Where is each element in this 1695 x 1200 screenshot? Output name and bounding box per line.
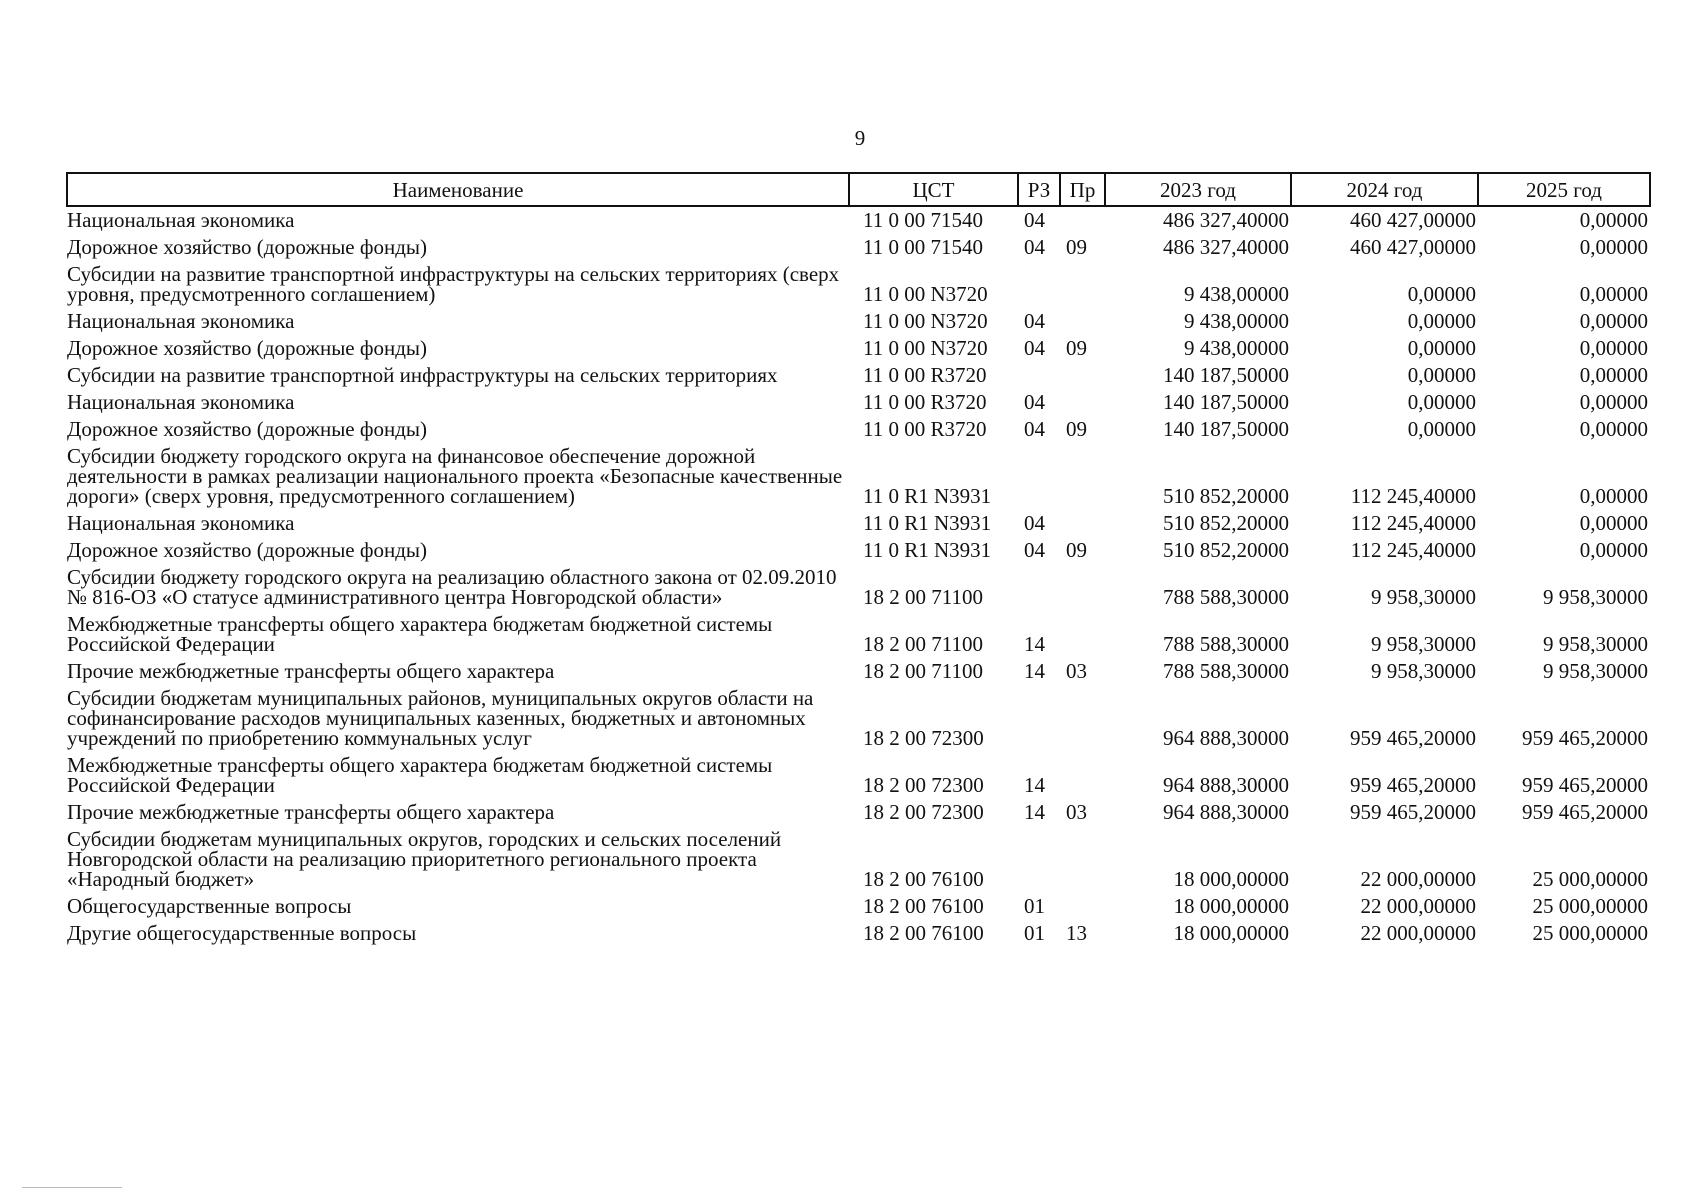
cell-2023: 18 000,00000	[1173, 867, 1289, 891]
cell-rz: 04	[1024, 235, 1045, 259]
cell-name: Субсидии бюджету городского округа на финансовое обеспечение дорожной деятельности в рамках реализации национального проекта «Безопасные качественные дороги» (сверх уровня, предусмотренного соглашением)	[67, 444, 843, 508]
header-cst: ЦСТ	[849, 173, 1018, 206]
cell-2024: 959 465,20000	[1350, 800, 1476, 824]
cell-2023: 9 438,00000	[1184, 309, 1289, 333]
cell-pr: 03	[1066, 659, 1087, 683]
cell-name: Субсидии бюджету городского округа на реализацию областного закона от 02.09.2010 № 816-ОЗ «О статусе административного центра Новгородской области»	[67, 565, 837, 609]
cell-pr	[1060, 611, 1105, 658]
cell-cst: 18 2 00 71100	[863, 632, 983, 656]
cell-2024: 9 958,30000	[1371, 632, 1476, 656]
cell-2023: 510 852,20000	[1163, 538, 1289, 562]
cell-2023: 9 438,00000	[1184, 282, 1289, 306]
header-2024: 2024 год	[1291, 173, 1478, 206]
cell-2025: 0,00000	[1579, 390, 1648, 414]
cell-pr	[1060, 362, 1105, 389]
cell-2023: 964 888,30000	[1163, 773, 1289, 797]
cell-2024: 0,00000	[1407, 390, 1476, 414]
cell-name: Национальная экономика	[67, 309, 295, 333]
cell-name: Дорожное хозяйство (дорожные фонды)	[67, 538, 428, 562]
cell-cst: 11 0 00 R3720	[863, 363, 987, 387]
cell-2025: 25 000,00000	[1532, 867, 1648, 891]
scan-mark	[22, 1187, 122, 1188]
table-row	[67, 920, 1650, 947]
cell-rz	[1018, 564, 1060, 611]
cell-rz	[1018, 685, 1060, 752]
cell-pr	[1060, 443, 1105, 510]
cell-cst: 11 0 00 71540	[863, 235, 983, 259]
cell-2024: 22 000,00000	[1360, 921, 1476, 945]
cell-name: Межбюджетные трансферты общего характера бюджетам бюджетной системы Российской Федерации	[67, 753, 773, 797]
cell-pr: 09	[1066, 538, 1087, 562]
cell-2025: 959 465,20000	[1522, 800, 1648, 824]
cell-pr	[1060, 752, 1105, 799]
cell-2024: 112 245,40000	[1350, 538, 1476, 562]
cell-pr	[1060, 564, 1105, 611]
table-row	[67, 752, 1650, 799]
page-number: 9	[854, 126, 866, 150]
cell-pr: 13	[1066, 921, 1087, 945]
cell-name: Субсидии бюджетам муниципальных округов, городских и сельских поселений Новгородской области на реализацию приоритетного регионального проекта «Народный бюджет»	[67, 827, 782, 891]
cell-2023: 510 852,20000	[1163, 484, 1289, 508]
cell-pr: 09	[1066, 417, 1087, 441]
table-row	[67, 389, 1650, 416]
cell-name: Общегосударственные вопросы	[67, 894, 352, 918]
cell-name: Дорожное хозяйство (дорожные фонды)	[67, 235, 428, 259]
cell-rz: 04	[1024, 511, 1045, 535]
cell-2025: 0,00000	[1579, 363, 1648, 387]
table-row	[67, 799, 1650, 826]
cell-2023: 486 327,40000	[1163, 208, 1289, 232]
cell-name: Национальная экономика	[67, 208, 295, 232]
cell-cst: 11 0 R1 N3931	[863, 511, 992, 535]
cell-pr	[1060, 685, 1105, 752]
cell-2025: 25 000,00000	[1532, 894, 1648, 918]
cell-2024: 22 000,00000	[1360, 867, 1476, 891]
cell-name: Субсидии на развитие транспортной инфраструктуры на сельских территориях	[67, 363, 778, 387]
cell-name: Прочие межбюджетные трансферты общего характера	[67, 800, 555, 824]
cell-2024: 112 245,40000	[1350, 484, 1476, 508]
table-row	[67, 564, 1650, 611]
cell-2023: 788 588,30000	[1163, 659, 1289, 683]
cell-2023: 140 187,50000	[1163, 417, 1289, 441]
table-row	[67, 826, 1650, 893]
cell-2024: 959 465,20000	[1350, 726, 1476, 750]
cell-2025: 0,00000	[1579, 538, 1648, 562]
cell-cst: 11 0 00 N3720	[863, 282, 988, 306]
cell-rz	[1018, 826, 1060, 893]
cell-2024: 0,00000	[1407, 336, 1476, 360]
cell-cst: 18 2 00 76100	[863, 921, 984, 945]
cell-2024: 0,00000	[1407, 363, 1476, 387]
cell-2023: 788 588,30000	[1163, 632, 1289, 656]
cell-rz: 14	[1024, 800, 1045, 824]
cell-2024: 460 427,00000	[1350, 235, 1476, 259]
table-row	[67, 658, 1650, 685]
cell-cst: 11 0 00 N3720	[863, 309, 988, 333]
cell-2024: 9 958,30000	[1371, 585, 1476, 609]
cell-pr: 09	[1066, 336, 1087, 360]
cell-pr	[1060, 206, 1105, 234]
cell-2025: 0,00000	[1579, 417, 1648, 441]
cell-2023: 18 000,00000	[1173, 894, 1289, 918]
table-row	[67, 234, 1650, 261]
cell-name: Другие общегосударственные вопросы	[67, 921, 417, 945]
cell-rz: 01	[1024, 894, 1045, 918]
cell-cst: 11 0 00 N3720	[863, 336, 988, 360]
cell-cst: 18 2 00 76100	[863, 867, 984, 891]
cell-name: Дорожное хозяйство (дорожные фонды)	[67, 417, 428, 441]
table-header-row	[67, 173, 1650, 206]
table-row	[67, 335, 1650, 362]
cell-2025: 0,00000	[1579, 511, 1648, 535]
cell-2023: 788 588,30000	[1163, 585, 1289, 609]
cell-2025: 0,00000	[1579, 282, 1648, 306]
cell-cst: 11 0 R1 N3931	[863, 484, 992, 508]
cell-2025: 9 958,30000	[1543, 632, 1648, 656]
cell-rz: 04	[1024, 336, 1045, 360]
table-row	[67, 416, 1650, 443]
cell-2025: 9 958,30000	[1543, 585, 1648, 609]
table-row	[67, 685, 1650, 752]
cell-cst: 18 2 00 71100	[863, 659, 983, 683]
cell-name: Прочие межбюджетные трансферты общего характера	[67, 659, 555, 683]
cell-2023: 510 852,20000	[1163, 511, 1289, 535]
cell-2025: 0,00000	[1579, 235, 1648, 259]
cell-cst: 18 2 00 72300	[863, 726, 984, 750]
cell-rz: 04	[1024, 390, 1045, 414]
cell-2024: 0,00000	[1407, 309, 1476, 333]
table-row	[67, 443, 1650, 510]
table-row	[67, 308, 1650, 335]
cell-cst: 11 0 00 R3720	[863, 390, 987, 414]
cell-2024: 112 245,40000	[1350, 511, 1476, 535]
cell-2023: 9 438,00000	[1184, 336, 1289, 360]
table-row	[67, 510, 1650, 537]
cell-rz	[1018, 443, 1060, 510]
header-2023: 2023 год	[1105, 173, 1291, 206]
table-row	[67, 362, 1650, 389]
cell-2023: 140 187,50000	[1163, 363, 1289, 387]
cell-2025: 9 958,30000	[1543, 659, 1648, 683]
cell-2025: 0,00000	[1579, 309, 1648, 333]
cell-pr	[1060, 261, 1105, 308]
cell-name: Субсидии бюджетам муниципальных районов, муниципальных округов области на софинансирование расходов муниципальных казенных, бюджетных и автономных учреждений по приобретению коммунальных услуг	[67, 686, 814, 750]
cell-2023: 964 888,30000	[1163, 726, 1289, 750]
cell-cst: 18 2 00 72300	[863, 773, 984, 797]
cell-cst: 18 2 00 71100	[863, 585, 983, 609]
cell-2024: 0,00000	[1407, 282, 1476, 306]
cell-cst: 11 0 00 R3720	[863, 417, 987, 441]
cell-2024: 9 958,30000	[1371, 659, 1476, 683]
cell-2024: 0,00000	[1407, 417, 1476, 441]
cell-rz: 14	[1024, 773, 1045, 797]
cell-rz	[1018, 261, 1060, 308]
cell-2025: 959 465,20000	[1522, 726, 1648, 750]
cell-cst: 11 0 00 71540	[863, 208, 983, 232]
cell-pr: 03	[1066, 800, 1087, 824]
cell-rz: 04	[1024, 208, 1045, 232]
cell-2023: 486 327,40000	[1163, 235, 1289, 259]
cell-rz: 14	[1024, 632, 1045, 656]
cell-name: Межбюджетные трансферты общего характера бюджетам бюджетной системы Российской Федерации	[67, 612, 773, 656]
cell-2024: 22 000,00000	[1360, 894, 1476, 918]
cell-rz	[1018, 362, 1060, 389]
cell-2024: 959 465,20000	[1350, 773, 1476, 797]
budget-table	[66, 172, 1651, 947]
cell-rz: 04	[1024, 309, 1045, 333]
table-row	[67, 611, 1650, 658]
cell-name: Национальная экономика	[67, 390, 295, 414]
cell-pr	[1060, 510, 1105, 537]
cell-cst: 18 2 00 72300	[863, 800, 984, 824]
cell-pr	[1060, 308, 1105, 335]
header-name: Наименование	[67, 173, 849, 206]
cell-name: Дорожное хозяйство (дорожные фонды)	[67, 336, 428, 360]
table-row	[67, 206, 1650, 234]
cell-2025: 0,00000	[1579, 484, 1648, 508]
cell-name: Субсидии на развитие транспортной инфраструктуры на сельских территориях (сверх уровня, предусмотренного соглашением)	[67, 262, 840, 306]
cell-rz: 04	[1024, 538, 1045, 562]
cell-2023: 140 187,50000	[1163, 390, 1289, 414]
cell-rz: 14	[1024, 659, 1045, 683]
cell-cst: 11 0 R1 N3931	[863, 538, 992, 562]
cell-pr	[1060, 893, 1105, 920]
cell-2024: 460 427,00000	[1350, 208, 1476, 232]
header-2025: 2025 год	[1478, 173, 1650, 206]
header-rz: РЗ	[1018, 173, 1060, 206]
cell-2023: 964 888,30000	[1163, 800, 1289, 824]
cell-2025: 959 465,20000	[1522, 773, 1648, 797]
table-row	[67, 893, 1650, 920]
cell-cst: 18 2 00 76100	[863, 894, 984, 918]
header-pr: Пр	[1060, 173, 1105, 206]
table-row	[67, 537, 1650, 564]
cell-pr: 09	[1066, 235, 1087, 259]
cell-rz: 04	[1024, 417, 1045, 441]
cell-2025: 25 000,00000	[1532, 921, 1648, 945]
cell-2023: 18 000,00000	[1173, 921, 1289, 945]
cell-pr	[1060, 826, 1105, 893]
cell-pr	[1060, 389, 1105, 416]
cell-name: Национальная экономика	[67, 511, 295, 535]
cell-rz: 01	[1024, 921, 1045, 945]
table-body	[67, 206, 1650, 947]
table-row	[67, 261, 1650, 308]
cell-2025: 0,00000	[1579, 208, 1648, 232]
cell-2025: 0,00000	[1579, 336, 1648, 360]
